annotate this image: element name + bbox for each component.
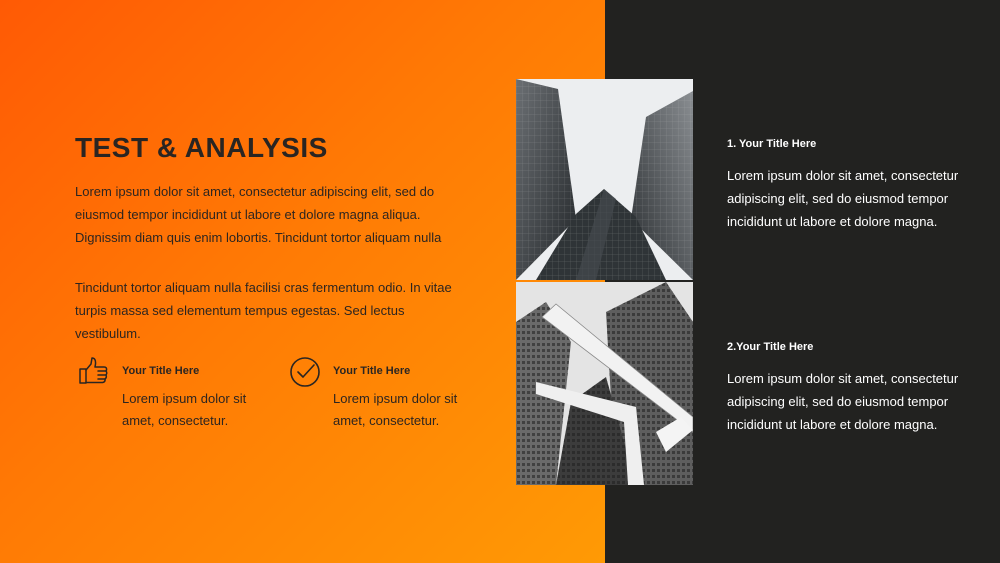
right-item-title: 2.Your Title Here [727,341,814,353]
right-item-text: Lorem ipsum dolor sit amet, consectetur adipiscing elit, sed do eiusmod tempor incididunt ut labore et dolore magna. [727,168,959,229]
thumbs-up-icon [78,355,110,387]
secondary-paragraph: Tincidunt tortor aliquam nulla facilisi cras fermentum odio. In vitae turpis massa sed elementum tempus egestas. Sed lectus vestibulum. [75,280,452,341]
skyscrapers-photo-bottom [516,282,693,485]
intro-paragraph: Lorem ipsum dolor sit amet, consectetur adipiscing elit, sed do eiusmod tempor incididunt ut labore et dolore magna aliqua. Dignissim diam quis enim lobortis. Tincidunt tortor aliquam nulla [75,184,442,245]
feature-text: Lorem ipsum dolor sit amet, consectetur. [333,391,458,428]
feature-text: Lorem ipsum dolor sit amet, consectetur. [122,391,247,428]
skyscrapers-photo-top [516,79,693,280]
feature-title: Your Title Here [122,365,200,377]
right-item-text: Lorem ipsum dolor sit amet, consectetur adipiscing elit, sed do eiusmod tempor incididunt ut labore et dolore magna. [727,371,959,432]
check-circle-icon [289,355,321,387]
right-item-title: 1. Your Title Here [727,138,817,150]
feature-title: Your Title Here [333,365,411,377]
slide-title: TEST & ANALYSIS [75,132,328,163]
